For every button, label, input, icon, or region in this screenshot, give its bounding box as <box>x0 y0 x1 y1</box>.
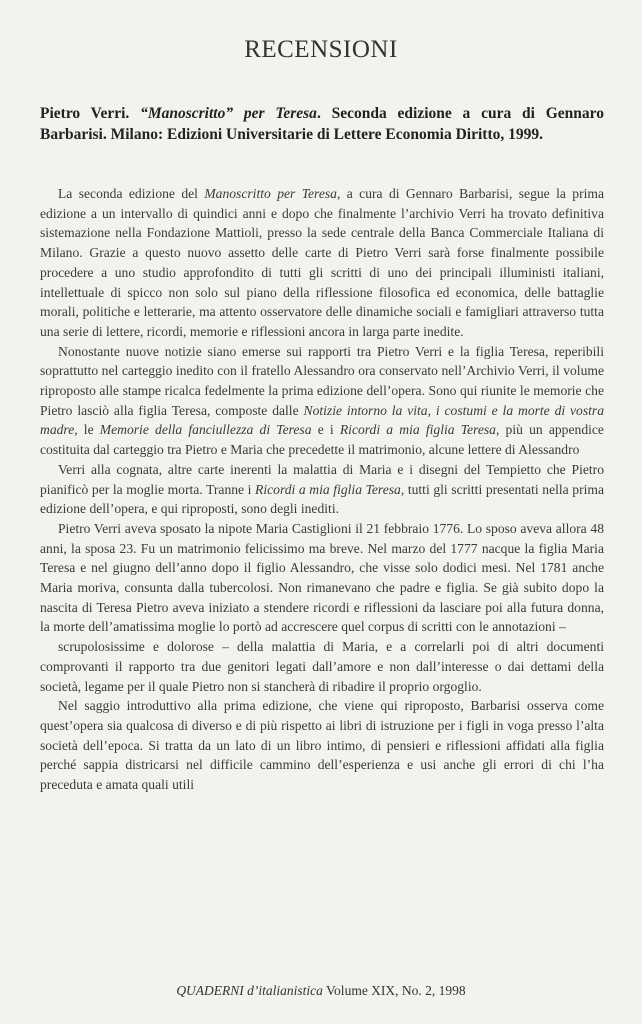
journal-name: QUADERNI d’italianistica <box>176 983 323 998</box>
paragraph-2 <box>40 342 604 460</box>
citation-work-title: “Manoscritto” per Teresa <box>140 105 317 122</box>
paragraph-text: e i <box>311 422 340 438</box>
paragraph-6 <box>40 696 604 795</box>
paragraph-text: scrupolosissime e dolorose – della malattia di Maria, e a correlarli poi di altri documenti comprovanti il rapporto tra due genitori legati dall’amore e non dall’interesse o dai dettami della società, legame per il quale Pietro non si stancherà di ribadire il proprio orgoglio. <box>40 639 604 694</box>
citation-details: . Seconda edizione a cura di Gennaro Barbarisi. Milano: Edizioni Universitarie di Lettere Economia Diritto, 1999. <box>40 105 604 143</box>
journal-issue: Volume XIX, No. 2, 1998 <box>322 983 466 998</box>
paragraph-text: Nel saggio introduttivo alla prima edizione, che viene qui riproposto, Barbarisi osserva come quest’opera sia qualcosa di diverso e di più rispetto ai libri di istruzione per i figli in voga presso l’alta società dell’epoca. Si tratta da un lato di un libro intimo, di pensieri e riflessioni affidati alla figlia perché sappia districarsi nel difficile cammino dell’esperienza e usi anche gli errori di chi l’ha preceduta e amata quali utili <box>40 698 604 793</box>
paragraph-text: Pietro Verri aveva sposato la nipote Maria Castiglioni il 21 febbraio 1776. Lo sposo aveva allora 48 anni, la sposa 23. Fu un matrimonio felicissimo ma breve. Nel marzo del 1777 nacque la figlia Maria Teresa e nel giugno dell’anno dopo il figlio Alessandro, che visse solo dodici mesi. Nel 1781 anche Maria moriva, consunta dalla tubercolosi. Non rimanevano che padre e figlia. Se già subito dopo la nascita di Teresa Pietro aveva iniziato a stendere ricordi e riflessioni da lasciare poi alla futura donna, la morte dell’amatissima moglie lo portò ad accrescere quel corpus di scritti con le annotazioni – <box>40 520 604 635</box>
review-body <box>40 184 604 795</box>
paragraph-text: , più un appendice costituita dal carteggio tra Pietro e Maria che precedette il matrimonio, alcune lettere di Alessandro <box>40 422 604 458</box>
paragraph-1 <box>40 184 604 342</box>
paragraph-text: La seconda edizione del <box>58 186 205 201</box>
citation-author: Pietro Verri. <box>40 105 141 122</box>
italic-title: Ricordi a mia figlia Teresa <box>339 422 496 438</box>
paragraph-3 <box>40 460 604 519</box>
paragraph-text: , le <box>74 422 100 438</box>
paragraph-text: Verri alla cognata, altre carte inerenti la malattia di Maria e i disegni del Tempietto che Pietro pianificò per la moglie morta. Tranne i <box>40 461 604 497</box>
paragraph-text: , a cura di Gennaro Barbarisi, segue la prima edizione a un intervallo di quindici anni e dopo che finalmente l’archivio Verri ha trovato definitiva sistemazione nella Fondazione Mattioli, presso la sede centrale della Banca Commerciale Italiana di Milano. Grazie a questo nuovo assetto delle carte di Pietro Verri sarà forse finalmente possibile procedere a uno studio approfondito di tutti gli scritti di uno dei principali illuministi italiani, intellettuale di spicco non solo sul piano della riflessione filosofica ed economica, delle battaglie morali, politiche e letterarie, ma attento osservatore delle dinamiche sociali e famigliari attraverso tutta una serie di lettere, ricordi, memorie e riflessioni ancora in larga parte inedite. <box>40 186 604 339</box>
italic-title: Ricordi a mia figlia Teresa <box>255 481 401 497</box>
paragraph-text: Nonostante nuove notizie siano emerse sui rapporti tra Pietro Verri e la figlia Teresa, reperibili soprattutto nel carteggio inedito con il fratello Alessandro ora conservato nell’Archivio Verri, il volume riproposto alle stampe ricalca fedelmente la prima edizione dell’opera. Sono qui riunite le memorie che Pietro lasciò alla figlia Teresa, composte dalle <box>40 343 604 418</box>
paragraph-5 <box>40 637 604 696</box>
italic-title: Notizie intorno la vita, i costumi e la morte di vostra madre <box>40 402 605 438</box>
section-title: RECENSIONI <box>244 36 398 63</box>
review-citation <box>40 103 604 145</box>
page-footer <box>0 983 642 999</box>
italic-title: Manoscritto per Teresa <box>204 186 337 201</box>
italic-title: Memorie della fanciullezza di Teresa <box>99 422 312 438</box>
paragraph-4 <box>40 519 604 637</box>
paragraph-text: , tutti gli scritti presentati nella prima edizione dell’opera, e qui riproposti, sono degli inediti. <box>40 481 604 517</box>
